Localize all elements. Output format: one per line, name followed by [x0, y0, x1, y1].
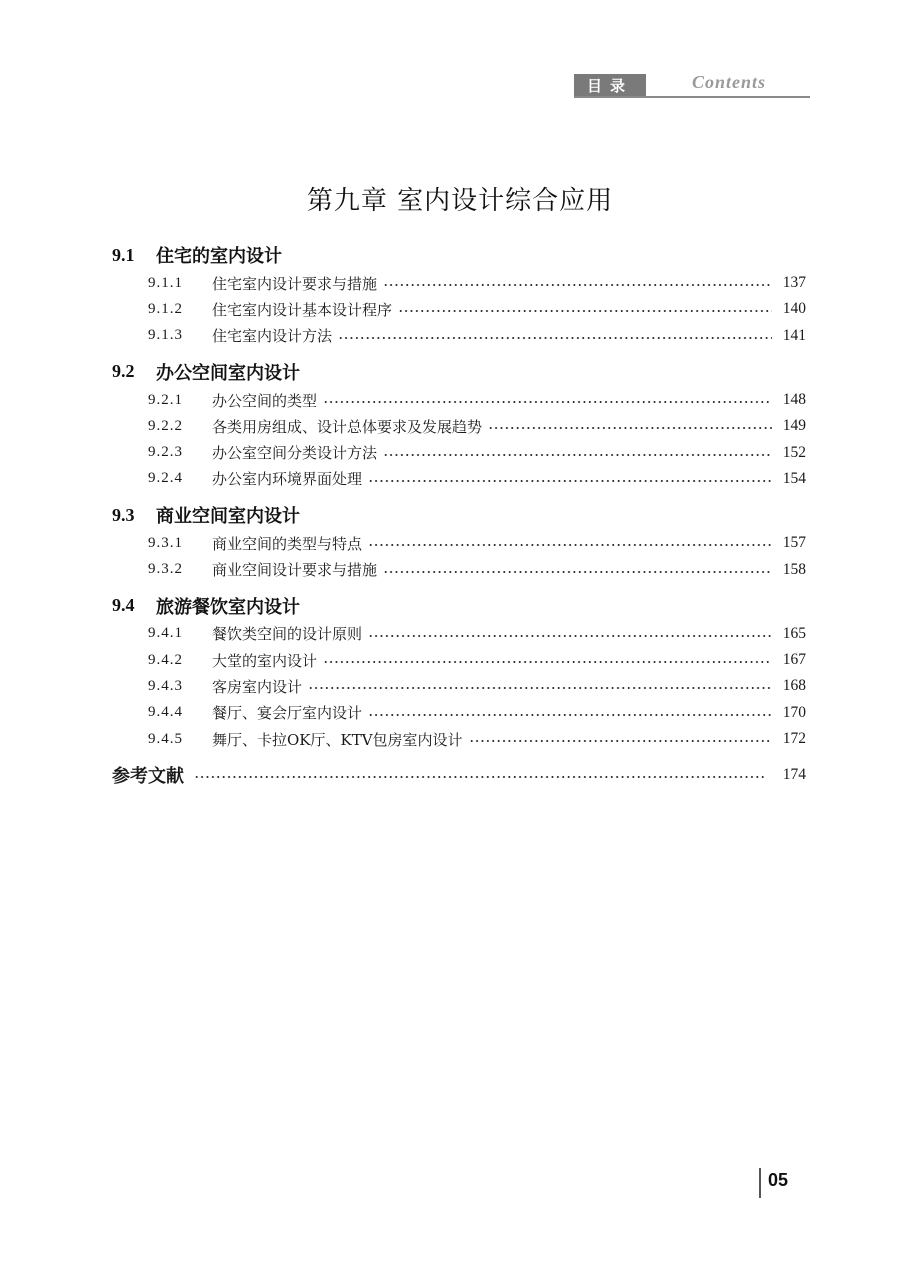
- toc-section: [112, 240, 806, 349]
- toc-section-heading[interactable]: [112, 357, 806, 387]
- dot-leader: [368, 480, 772, 482]
- entry-page: 168: [782, 677, 806, 695]
- toc-section: [112, 357, 806, 492]
- dot-leader: [323, 401, 772, 403]
- entry-title: 办公室空间分类设计方法: [212, 444, 378, 463]
- entry-number: 9.4.5: [148, 730, 183, 747]
- table-of-contents: [112, 240, 806, 790]
- entry-number: 9.4.3: [148, 677, 183, 694]
- entry-page: 167: [782, 651, 806, 669]
- entry-page: 152: [782, 443, 806, 461]
- header-section-tag: 目录: [574, 74, 646, 96]
- toc-entry[interactable]: [112, 466, 806, 492]
- page-number: 05: [768, 1170, 789, 1190]
- entry-number: 9.2.2: [148, 417, 183, 434]
- entry-number: 9.2.1: [148, 391, 183, 408]
- dot-leader: [338, 337, 772, 339]
- dot-leader: [368, 544, 772, 546]
- toc-entry[interactable]: [112, 726, 806, 752]
- entry-number: 9.2.4: [148, 470, 183, 487]
- entry-title: 商业空间的类型与特点: [212, 534, 363, 553]
- dot-leader: [368, 714, 772, 716]
- entry-number: 9.3.1: [148, 534, 183, 551]
- toc-section-heading[interactable]: [112, 591, 806, 621]
- section-title: 旅游餐饮室内设计: [156, 596, 300, 618]
- entry-page: 154: [782, 469, 806, 487]
- toc-entry[interactable]: [112, 413, 806, 439]
- dot-leader: [383, 454, 772, 456]
- entry-title: 住宅室内设计方法: [212, 327, 333, 346]
- dot-leader: [194, 776, 766, 778]
- dot-leader: [383, 284, 772, 286]
- entry-title: 各类用房组成、设计总体要求及发展趋势: [212, 417, 483, 436]
- entry-page: 157: [782, 534, 806, 552]
- section-number: 9.2: [112, 361, 135, 382]
- section-title: 办公空间室内设计: [156, 362, 300, 384]
- entry-title: 商业空间设计要求与措施: [212, 561, 378, 580]
- toc-entry[interactable]: [112, 439, 806, 465]
- entry-title: 住宅室内设计要求与措施: [212, 274, 378, 293]
- toc-entry[interactable]: [112, 387, 806, 413]
- chapter-title: 第九章 室内设计综合应用: [306, 186, 614, 216]
- dot-leader: [323, 661, 772, 663]
- header-contents-label: Contents: [691, 72, 767, 92]
- toc-section-heading[interactable]: [112, 500, 806, 530]
- entry-page: 172: [782, 730, 806, 747]
- toc-entry[interactable]: [112, 296, 806, 322]
- toc-entry[interactable]: [112, 323, 806, 349]
- entry-title: 办公室内环境界面处理: [212, 470, 363, 489]
- entry-number: 9.1.3: [148, 327, 183, 344]
- section-number: 9.4: [112, 595, 135, 616]
- entry-page: 149: [782, 417, 806, 435]
- page-number-divider: [759, 1168, 761, 1198]
- entry-number: 9.4.1: [148, 625, 183, 642]
- section-number: 9.1: [112, 244, 135, 265]
- dot-leader: [398, 310, 772, 312]
- references-title: 参考文献: [112, 766, 184, 788]
- entry-page: 158: [782, 560, 806, 578]
- references-page: 174: [782, 766, 806, 784]
- entry-page: 148: [782, 391, 806, 409]
- entry-number: 9.3.2: [148, 561, 183, 578]
- entry-number: 9.1.1: [148, 274, 183, 291]
- toc-entry[interactable]: [112, 556, 806, 582]
- entry-title: 住宅室内设计基本设计程序: [212, 300, 393, 319]
- entry-title: 客房室内设计: [212, 677, 303, 696]
- toc-section-heading[interactable]: [112, 240, 806, 270]
- section-title: 商业空间室内设计: [156, 506, 300, 528]
- entry-page: 141: [782, 326, 806, 344]
- toc-entry[interactable]: [112, 621, 806, 647]
- entry-number: 9.4.2: [148, 651, 183, 668]
- toc-references[interactable]: [112, 760, 806, 790]
- entry-number: 9.2.3: [148, 444, 183, 461]
- entry-number: 9.1.2: [148, 300, 183, 317]
- toc-entry[interactable]: [112, 700, 806, 726]
- entry-title: 餐饮类空间的设计原则: [212, 625, 363, 644]
- toc-entry[interactable]: [112, 530, 806, 556]
- toc-section: [112, 591, 806, 752]
- entry-title: 办公空间的类型: [212, 391, 318, 410]
- section-number: 9.3: [112, 504, 135, 525]
- toc-entry[interactable]: [112, 673, 806, 699]
- entry-title: 餐厅、宴会厅室内设计: [212, 704, 363, 723]
- toc-entry[interactable]: [112, 270, 806, 296]
- entry-page: 137: [782, 274, 806, 292]
- dot-leader: [383, 571, 772, 573]
- entry-page: 140: [782, 300, 806, 318]
- toc-entry[interactable]: [112, 647, 806, 673]
- toc-section: [112, 500, 806, 583]
- entry-number: 9.4.4: [148, 704, 183, 721]
- entry-title: 大堂的室内设计: [212, 651, 318, 670]
- dot-leader: [308, 687, 772, 689]
- entry-title: 舞厅、卡拉OK厅、KTV包房室内设计: [212, 730, 463, 749]
- dot-leader: [469, 740, 772, 742]
- dot-leader: [368, 635, 772, 637]
- entry-page: 170: [782, 703, 806, 721]
- entry-page: 165: [782, 624, 806, 642]
- header-divider: [574, 96, 810, 98]
- dot-leader: [488, 427, 772, 429]
- section-title: 住宅的室内设计: [156, 246, 282, 267]
